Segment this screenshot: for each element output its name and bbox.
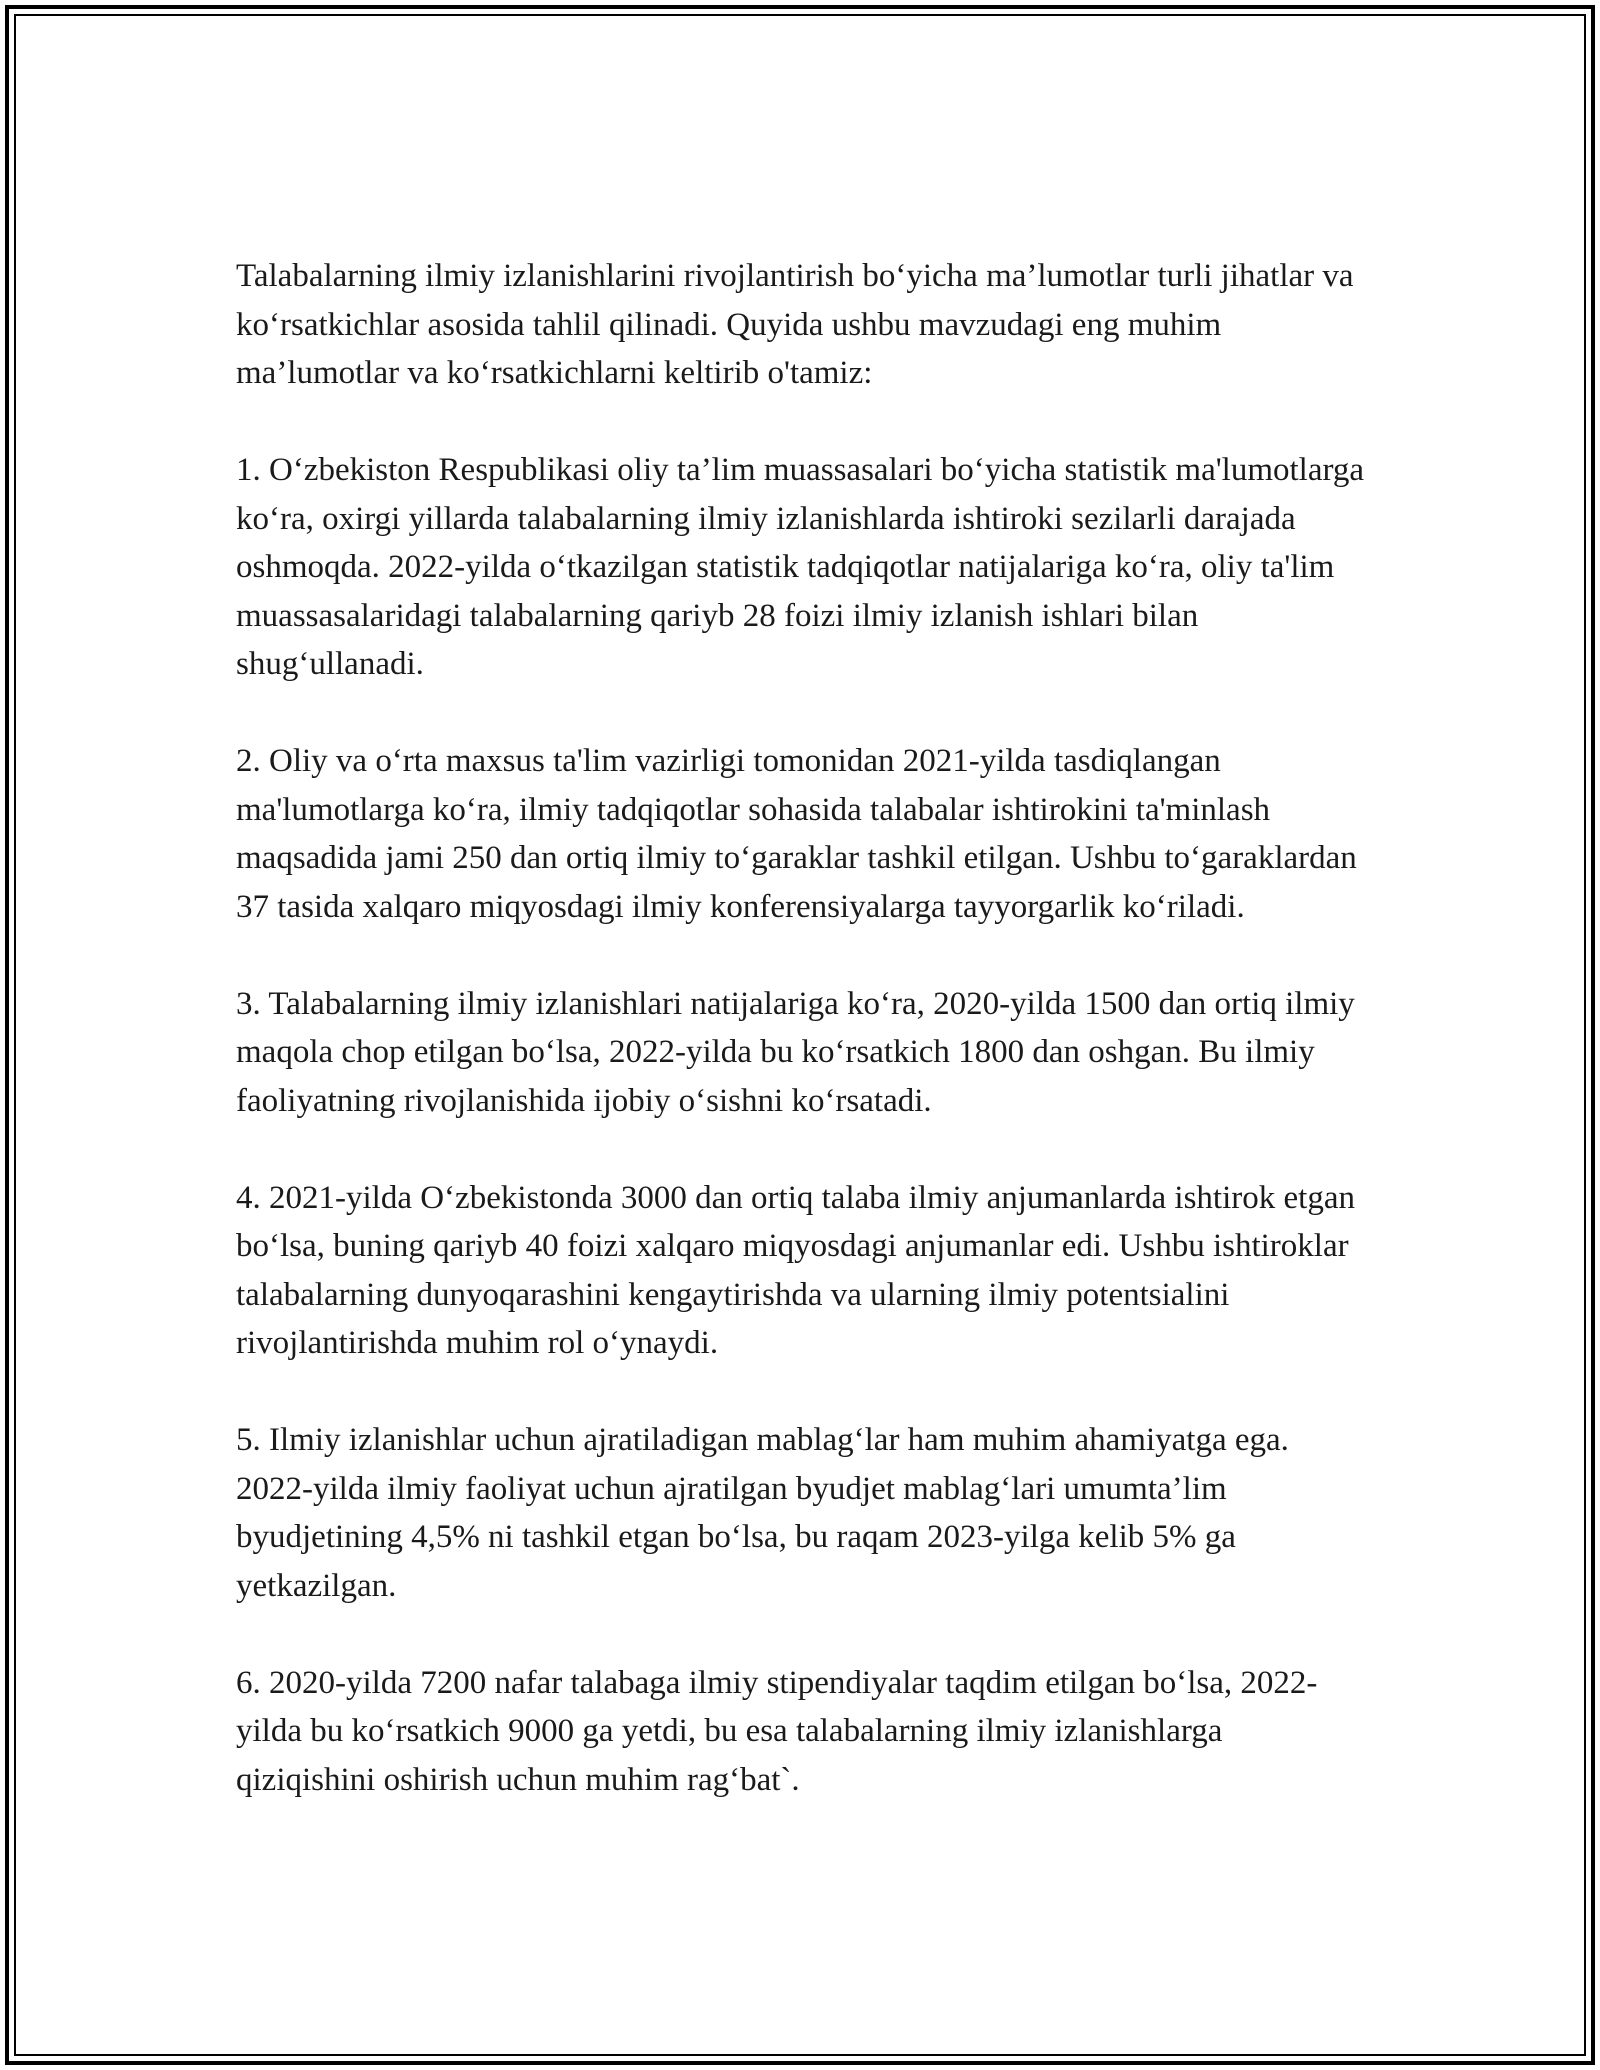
list-item: 1. O‘zbekiston Respublikasi oliy ta’lim muassasalari bo‘yicha statistik ma'lumotlarga ko‘ra, oxirgi yillarda talabalarning ilmiy izlanishlarda ishtiroki sezilarli darajada oshmoqda. 2022-yilda o‘tkazilgan statistik tadqiqotlar natijalariga ko‘ra, oliy ta'lim muassasalaridagi talabalarning qariyb 28 foizi ilmiy izlanish ishlari bilan shug‘ullanadi. xyxy=(236,452,1365,682)
intro-paragraph: Talabalarning ilmiy izlanishlarini rivojlantirish bo‘yicha ma’lumotlar turli jihatlar va ko‘rsatkichlar asosida tahlil qilinadi. Quyida ushbu mavzudagi eng muhim ma’lumotlar va ko‘rsatkichlarni keltirib o'tamiz: xyxy=(236,258,1354,391)
list-item: 6. 2020-yilda 7200 nafar talabaga ilmiy stipendiyalar taqdim etilgan bo‘lsa, 2022-yilda bu ko‘rsatkich 9000 ga yetdi, bu esa talabalarning ilmiy izlanishlarga qiziqishini oshirish uchun muhim rag‘bat`. xyxy=(236,1664,1318,1798)
list-item: 4. 2021-yilda O‘zbekistonda 3000 dan ortiq talaba ilmiy anjumanlarda ishtirok etgan bo‘lsa, buning qariyb 40 foizi xalqaro miqyosdagi anjumanlar edi. Ushbu ishtiroklar talabalarning dunyoqarashini kengaytirishda va ularning ilmiy potentsialini rivojlantirishda muhim rol o‘ynaydi. xyxy=(236,1179,1355,1361)
list-item: 5. Ilmiy izlanishlar uchun ajratiladigan mablag‘lar ham muhim ahamiyatga ega. 2022-yilda ilmiy faoliyat uchun ajratilgan byudjet mablag‘lari umumta’lim byudjetining 4,5% ni tashkil etgan bo‘lsa, bu raqam 2023-yilga kelib 5% ga yetkazilgan. xyxy=(236,1422,1289,1604)
list-item: 3. Talabalarning ilmiy izlanishlari natijalariga ko‘ra, 2020-yilda 1500 dan ortiq ilmiy maqola chop etilgan bo‘lsa, 2022-yilda bu ko‘rsatkich 1800 dan oshgan. Bu ilmiy faoliyatning rivojlanishida ijobiy o‘sishni ko‘rsatadi. xyxy=(236,985,1355,1119)
document-body xyxy=(236,252,1366,1804)
list-item: 2. Oliy va o‘rta maxsus ta'lim vazirligi tomonidan 2021-yilda tasdiqlangan ma'lumotlarga ko‘ra, ilmiy tadqiqotlar sohasida talabalar ishtirokini ta'minlash maqsadida jami 250 dan ortiq ilmiy to‘garaklar tashkil etilgan. Ushbu to‘garaklardan 37 tasida xalqaro miqyosdagi ilmiy konferensiyalarga tayyorgarlik ko‘riladi. xyxy=(236,743,1357,925)
